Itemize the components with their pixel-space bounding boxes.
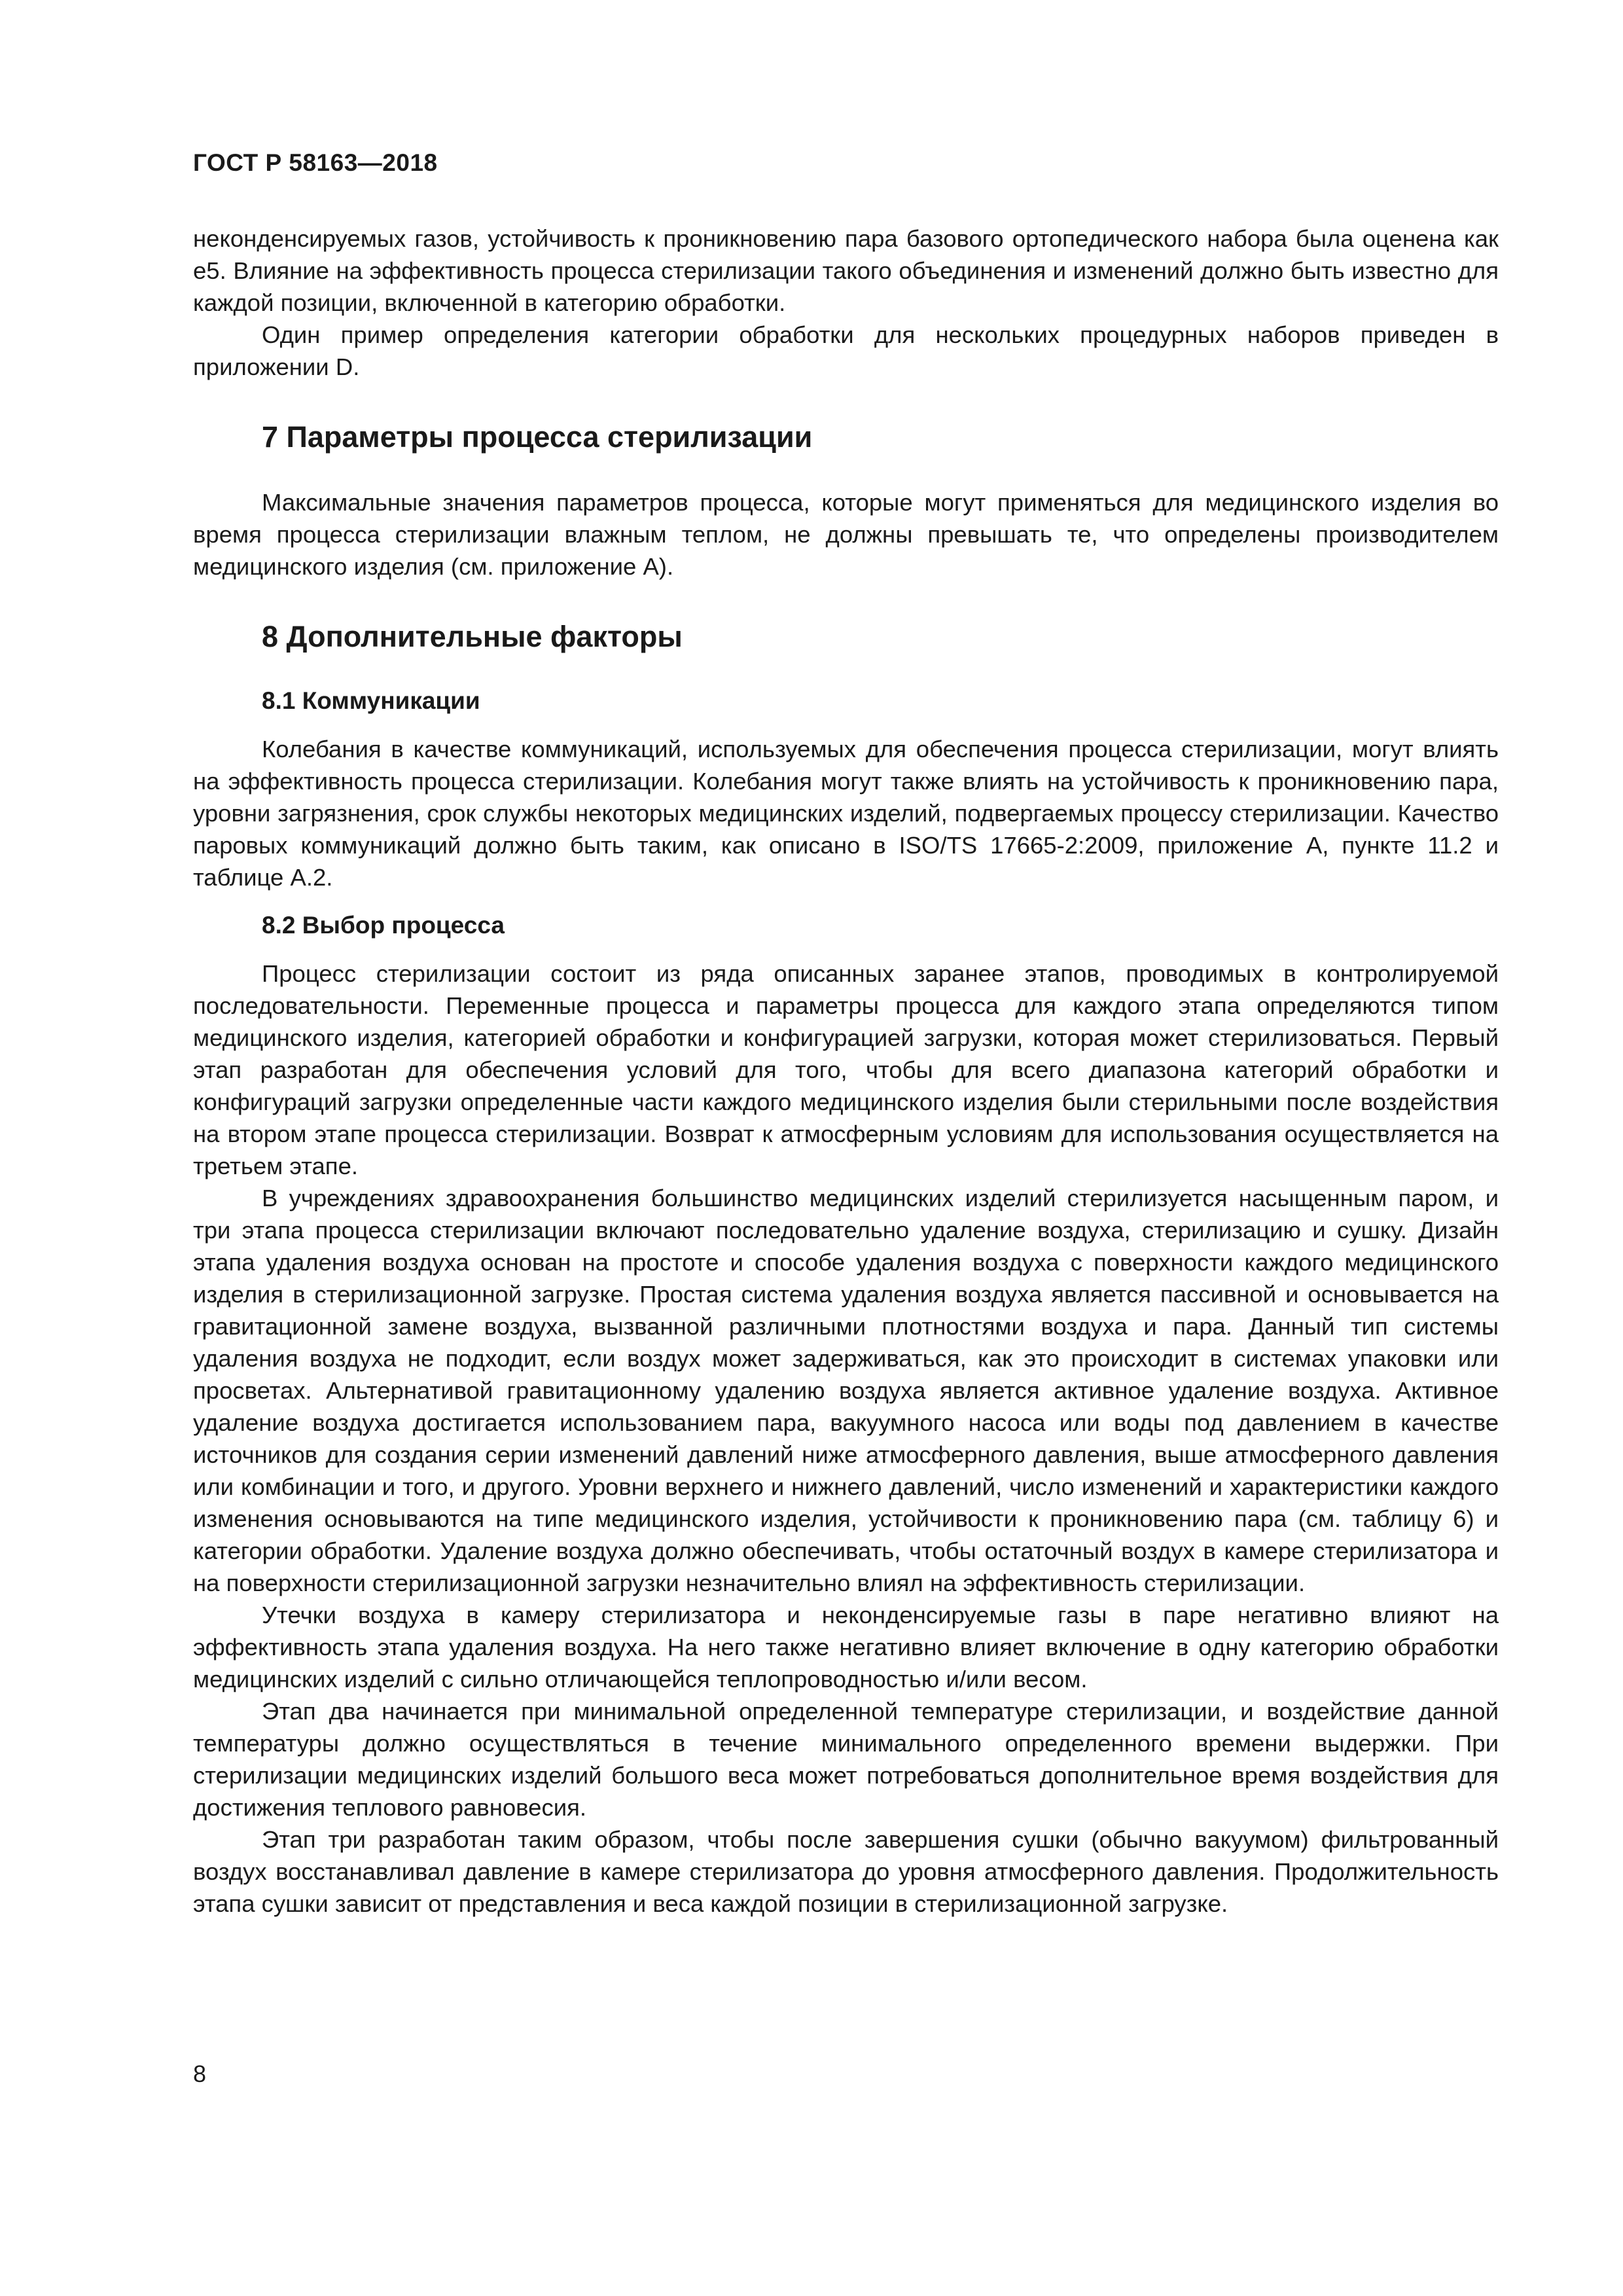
section-7-paragraph: Максимальные значения параметров процесса, которые могут применяться для медицинского изделия во время процесса стерилизации влажным теплом, не должны превышать те, что определены производителем медицинского изделия (см. приложение А). <box>193 489 1499 580</box>
subsection-8-2-paragraph: Утечки воздуха в камеру стерилизатора и неконденсируемые газы в паре негативно влияют на эффективность этапа удаления воздуха. На него также негативно влияет включение в одну категорию обработки медицинских изделий с сильно отличающейся теплопроводностью и/или весом. <box>193 1602 1499 1693</box>
standard-header: ГОСТ Р 58163—2018 <box>193 149 438 176</box>
subsection-8-2-paragraph: Этап два начинается при минимальной определенной температуре стерилизации, и воздействие данной температуры должно осуществляться в течение минимального определенного времени выдержки. При стерилизации медицинских изделий большого веса может потребоваться дополнительное время воздействия для достижения теплового равновесия. <box>193 1698 1499 1821</box>
page-number: 8 <box>193 2060 207 2087</box>
subsection-8-2-paragraph: В учреждениях здравоохранения большинство медицинских изделий стерилизуется насыщенным паром, и три этапа процесса стерилизации включают последовательно удаление воздуха, стерилизацию и сушку. Дизайн этапа удаления воздуха основан на простоте и способе удаления воздуха с поверхности каждого медицинского изделия в стерилизационной загрузке. Простая система удаления воздуха является пассивной и основывается на гравитационной замене воздуха, вызванной различными плотностями воздуха и пара. Данный тип системы удаления воздуха не подходит, если воздух может задерживаться, как это происходит в системах упаковки или просветах. Альтернативой гравитационному удалению воздуха является активное удаление воздуха. Активное удаление воздуха достигается использованием пара, вакуумного насоса или воды под давлением в качестве источников для создания серии изменений давлений ниже атмосферного давления, выше атмосферного давления или комбинации и того, и другого. Уровни верхнего и нижнего давлений, число изменений и характеристики каждого изменения основываются на типе медицинского изделия, устойчивости к проникновению пара (см. таблицу 6) и категории обработки. Удаление воздуха должно обеспечивать, чтобы остаточный воздух в камере стерилизатора и на поверхности стерилизационной загрузки незначительно влиял на эффективность стерилизации. <box>193 1185 1499 1596</box>
section-8-heading: 8 Дополнительные факторы <box>262 620 683 653</box>
document-body <box>193 223 1499 1920</box>
subsection-8-2-heading: 8.2 Выбор процесса <box>262 912 505 939</box>
subsection-8-1-paragraph: Колебания в качестве коммуникаций, используемых для обеспечения процесса стерилизации, могут влиять на эффективность процесса стерилизации. Колебания могут также влиять на устойчивость к проникновению пара, уровни загрязнения, срок службы некоторых медицинских изделий, подвергаемых процессу стерилизации. Качество паровых коммуникаций должно быть таким, как описано в ISO/TS 17665-2:2009, приложение А, пункте 11.2 и таблице А.2. <box>193 736 1499 891</box>
subsection-8-2-paragraph: Процесс стерилизации состоит из ряда описанных заранее этапов, проводимых в контролируемой последовательности. Переменные процесса и параметры процесса для каждого этапа определяются типом медицинского изделия, категорией обработки и конфигурацией загрузки, которая может стерилизоваться. Первый этап разработан для обеспечения условий для того, чтобы для всего диапазона категорий обработки и конфигураций загрузки определенные части каждого медицинского изделия были стерильными после воздействия на втором этапе процесса стерилизации. Возврат к атмосферным условиям для использования осуществляется на третьем этапе. <box>193 960 1499 1179</box>
subsection-8-1-heading: 8.1 Коммуникации <box>262 687 480 714</box>
annex-reference-paragraph: Один пример определения категории обработки для нескольких процедурных наборов приведен в приложении D. <box>193 321 1499 380</box>
continued-paragraph: неконденсируемых газов, устойчивость к проникновению пара базового ортопедического набора была оценена как е5. Влияние на эффективность процесса стерилизации такого объединения и изменений должно быть известно для каждой позиции, включенной в категорию обработки. <box>193 225 1499 316</box>
subsection-8-2-paragraph: Этап три разработан таким образом, чтобы после завершения сушки (обычно вакуумом) фильтрованный воздух восстанавливал давление в камере стерилизатора до уровня атмосферного давления. Продолжительность этапа сушки зависит от представления и веса каждой позиции в стерилизационной загрузке. <box>193 1826 1499 1917</box>
section-7-heading: 7 Параметры процесса стерилизации <box>262 420 813 454</box>
